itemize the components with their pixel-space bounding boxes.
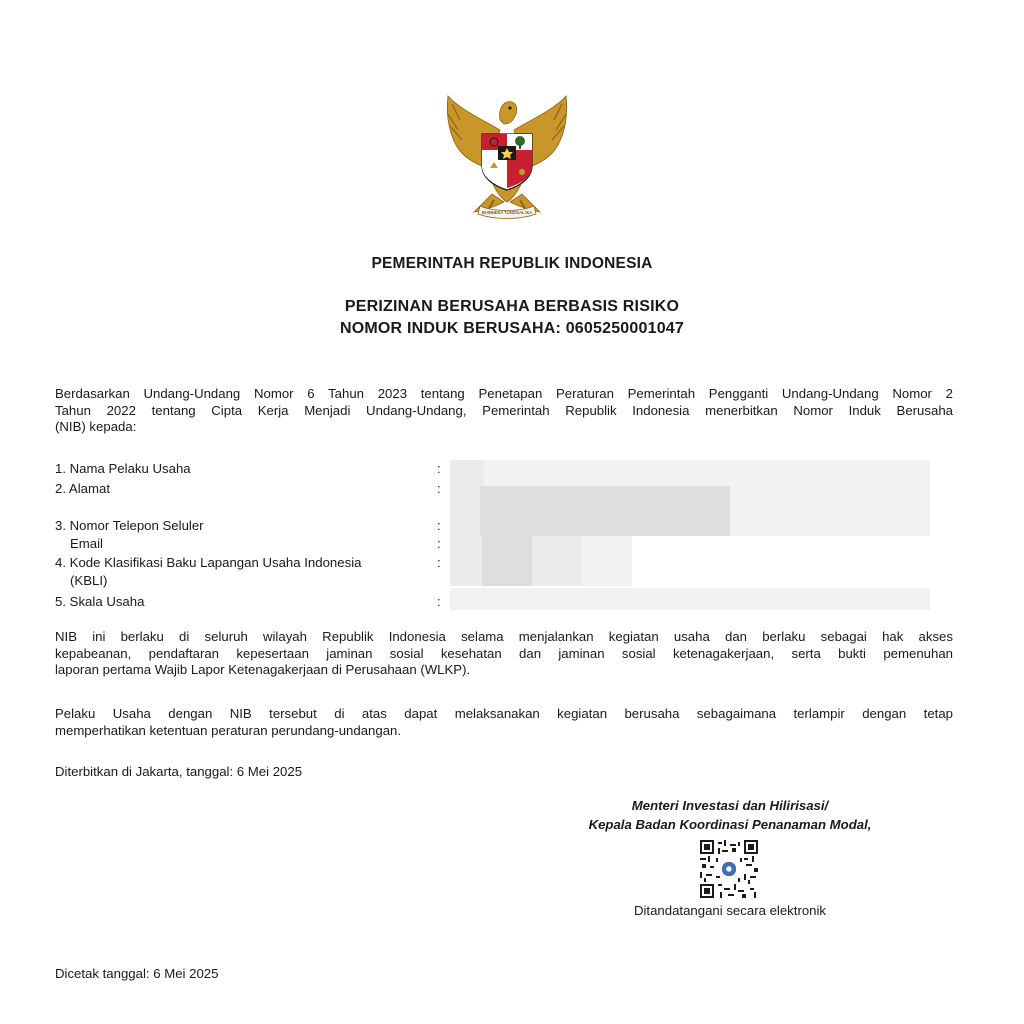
redacted-block bbox=[450, 588, 930, 610]
field-colon: : bbox=[437, 481, 441, 496]
qr-code-icon bbox=[700, 840, 758, 898]
nib-number: NOMOR INDUK BERUSAHA: 0605250001047 bbox=[339, 320, 684, 337]
intro-line: (NIB) kepada: bbox=[55, 419, 137, 434]
redacted-block bbox=[480, 486, 730, 536]
government-title: PEMERINTAH REPUBLIK INDONESIA bbox=[371, 255, 653, 272]
electronic-signature-note: Ditandatangani secara elektronik bbox=[633, 903, 827, 918]
redacted-block bbox=[450, 460, 930, 486]
notice-line: Pelaku Usaha dengan NIB tersebut di atas dapat melaksanakan kegiatan berusaha sebagaimana terlampir dengan tetap bbox=[55, 706, 953, 721]
field-colon: : bbox=[437, 518, 441, 533]
field-colon: : bbox=[437, 461, 441, 476]
printed-date: Dicetak tanggal: 6 Mei 2025 bbox=[55, 966, 219, 981]
signatory-title-line2: Kepala Badan Koordinasi Penanaman Modal, bbox=[588, 817, 872, 832]
garuda-pancasila-emblem-icon bbox=[438, 90, 576, 222]
field-label-alamat: 2. Alamat bbox=[55, 481, 110, 496]
field-label-email: Email bbox=[70, 536, 103, 551]
redacted-block bbox=[730, 486, 930, 536]
notice-line: memperhatikan ketentuan peraturan perundang-undangan. bbox=[55, 722, 402, 738]
notice-paragraph bbox=[55, 706, 953, 739]
intro-line: Berdasarkan Undang-Undang Nomor 6 Tahun 2023 tentang Penetapan Peraturan Pemerintah Pengganti Undang-Undang Nomor 2 bbox=[55, 386, 953, 401]
issued-date: Diterbitkan di Jakarta, tanggal: 6 Mei 2025 bbox=[55, 764, 303, 779]
field-label-kbli: 4. Kode Klasifikasi Baku Lapangan Usaha Indonesia bbox=[55, 555, 362, 570]
field-colon: : bbox=[437, 594, 441, 609]
emblem-ribbon-text: BHINNEKA TUNGGAL IKA bbox=[481, 210, 533, 215]
validity-paragraph bbox=[55, 629, 953, 679]
intro-line: Tahun 2022 tentang Cipta Kerja Menjadi Undang-Undang, Pemerintah Republik Indonesia menerbitkan Nomor Induk Berusaha bbox=[55, 402, 953, 418]
validity-line: laporan pertama Wajib Lapor Ketenagakerjaan di Perusahaan (WLKP). bbox=[55, 662, 471, 677]
validity-line: NIB ini berlaku di seluruh wilayah Republik Indonesia selama menjalankan kegiatan usaha dan berlaku sebagai hak akses bbox=[55, 629, 953, 644]
field-label-kbli-cont: (KBLI) bbox=[70, 573, 108, 588]
redacted-block bbox=[450, 460, 484, 486]
license-title: PERIZINAN BERUSAHA BERBASIS RISIKO bbox=[344, 298, 680, 315]
signatory-title-line1: Menteri Investasi dan Hilirisasi/ bbox=[631, 798, 829, 813]
validity-line: kepabeanan, pendaftaran kepesertaan jaminan sosial kesehatan dan jaminan sosial ketenagakerjaan, serta bukti pemenuhan bbox=[55, 645, 953, 661]
intro-paragraph bbox=[55, 386, 953, 436]
field-label-telepon: 3. Nomor Telepon Seluler bbox=[55, 518, 204, 533]
redacted-block bbox=[482, 536, 532, 586]
field-label-nama: 1. Nama Pelaku Usaha bbox=[55, 461, 191, 476]
redacted-block bbox=[582, 536, 632, 586]
field-label-skala: 5. Skala Usaha bbox=[55, 594, 145, 609]
field-colon: : bbox=[437, 555, 441, 570]
field-colon: : bbox=[437, 536, 441, 551]
